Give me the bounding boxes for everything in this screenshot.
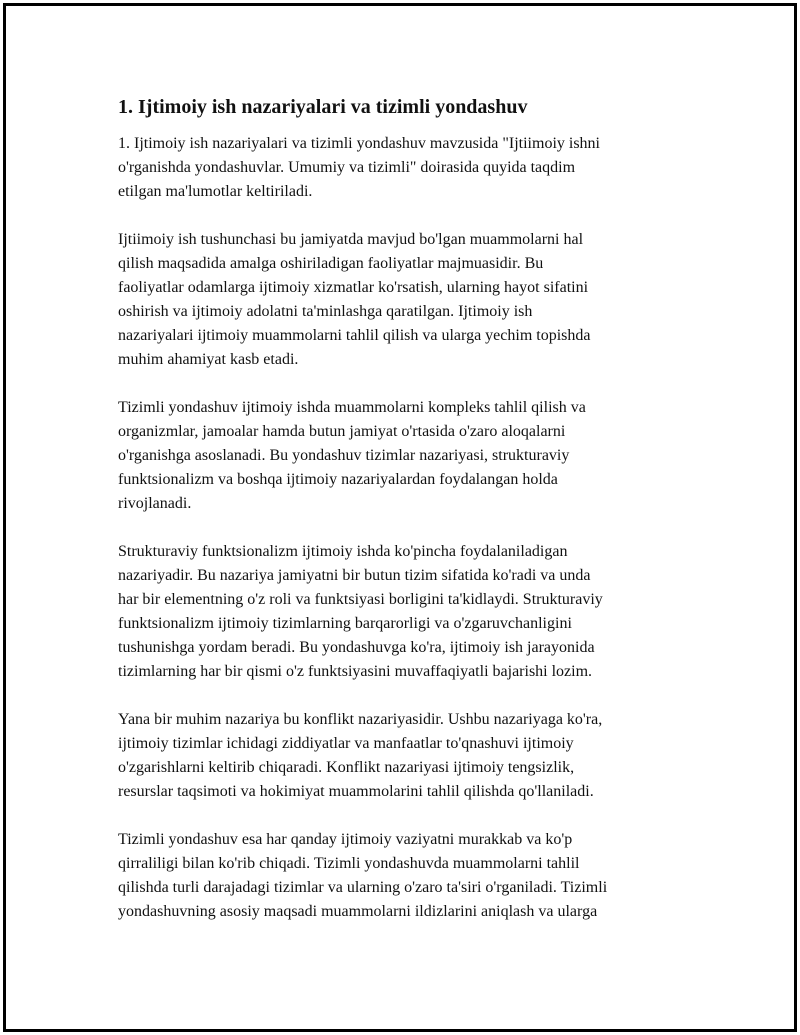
paragraph-line: tizimlarning har bir qismi o'z funktsiyasini muvaffaqiyatli bajarishi lozim. — [118, 663, 593, 680]
paragraph-line: Strukturaviy funktsionalizm ijtimoiy ishda ko'pincha foydalaniladigan — [118, 543, 568, 560]
paragraph-line: ijtimoiy tizimlar ichidagi ziddiyatlar va manfaatlar to'qnashuvi ijtimoiy — [118, 735, 574, 752]
paragraph-line: faoliyatlar odamlarga ijtimoiy xizmatlar ko'rsatish, ularning hayot sifatini — [118, 279, 589, 296]
paragraph-line: o'zgarishlarni keltirib chiqaradi. Konflikt nazariyasi ijtimoiy tengsizlik, — [118, 759, 575, 776]
paragraph-line: funktsionalizm ijtimoiy tizimlarning barqarorligi va o'zgaruvchanligini — [118, 615, 572, 632]
paragraph-4 — [118, 540, 688, 684]
document-body — [118, 93, 688, 948]
paragraph-line: resurslar taqsimoti va hokimiyat muammolarini tahlil qilishda qo'llaniladi. — [118, 783, 594, 800]
paragraph-line: qilish maqsadida amalga oshiriladigan faoliyatlar majmuasidir. Bu — [118, 255, 544, 272]
paragraph-line: o'rganishga asoslanadi. Bu yondashuv tizimlar nazariyasi, strukturaviy — [118, 447, 570, 464]
paragraph-1 — [118, 132, 688, 204]
paragraph-2 — [118, 228, 688, 372]
paragraph-line: qilishda turli darajadagi tizimlar va ularning o'zaro ta'siri o'rganiladi. Tizimli — [118, 879, 608, 896]
paragraph-line: organizmlar, jamoalar hamda butun jamiyat o'rtasida o'zaro aloqalarni — [118, 423, 566, 440]
paragraph-line: rivojlanadi. — [118, 495, 192, 512]
paragraph-line: tushunishga yordam beradi. Bu yondashuvga ko'ra, ijtimoiy ish jarayonida — [118, 639, 595, 656]
paragraph-line: Tizimli yondashuv ijtimoiy ishda muammolarni kompleks tahlil qilish va — [118, 399, 586, 416]
paragraph-5 — [118, 708, 688, 804]
paragraph-line: funktsionalizm va boshqa ijtimoiy nazariyalardan foydalangan holda — [118, 471, 558, 488]
paragraph-list — [118, 132, 688, 924]
paragraph-3 — [118, 396, 688, 516]
document-heading: 1. Ijtimoiy ish nazariyalari va tizimli yondashuv — [118, 96, 528, 118]
paragraph-line: Tizimli yondashuv esa har qanday ijtimoiy vaziyatni murakkab va ko'p — [118, 831, 573, 848]
paragraph-line: Yana bir muhim nazariya bu konflikt nazariyasidir. Ushbu nazariyaga ko'ra, — [118, 711, 603, 728]
paragraph-line: Ijtiimoiy ish tushunchasi bu jamiyatda mavjud bo'lgan muammolarni hal — [118, 231, 584, 248]
paragraph-line: nazariyadir. Bu nazariya jamiyatni bir butun tizim sifatida ko'radi va unda — [118, 567, 591, 584]
paragraph-6 — [118, 828, 688, 924]
paragraph-line: oshirish va ijtimoiy adolatni ta'minlashga qaratilgan. Ijtimoiy ish — [118, 303, 533, 320]
paragraph-line: qirraliligi bilan ko'rib chiqadi. Tizimli yondashuvda muammolarni tahlil — [118, 855, 580, 872]
paragraph-line: o'rganishda yondashuvlar. Umumiy va tizimli" doirasida quyida taqdim — [118, 159, 576, 176]
paragraph-line: muhim ahamiyat kasb etadi. — [118, 351, 299, 368]
paragraph-line: yondashuvning asosiy maqsadi muammolarni ildizlarini aniqlash va ularga — [118, 903, 598, 920]
paragraph-line: etilgan ma'lumotlar keltiriladi. — [118, 183, 313, 200]
paragraph-line: nazariyalari ijtimoiy muammolarni tahlil qilish va ularga yechim topishda — [118, 327, 591, 344]
paragraph-line: har bir elementning o'z roli va funktsiyasi borligini ta'kidlaydi. Strukturaviy — [118, 591, 603, 608]
paragraph-line: 1. Ijtimoiy ish nazariyalari va tizimli yondashuv mavzusida "Ijtiimoiy ishni — [118, 135, 600, 152]
